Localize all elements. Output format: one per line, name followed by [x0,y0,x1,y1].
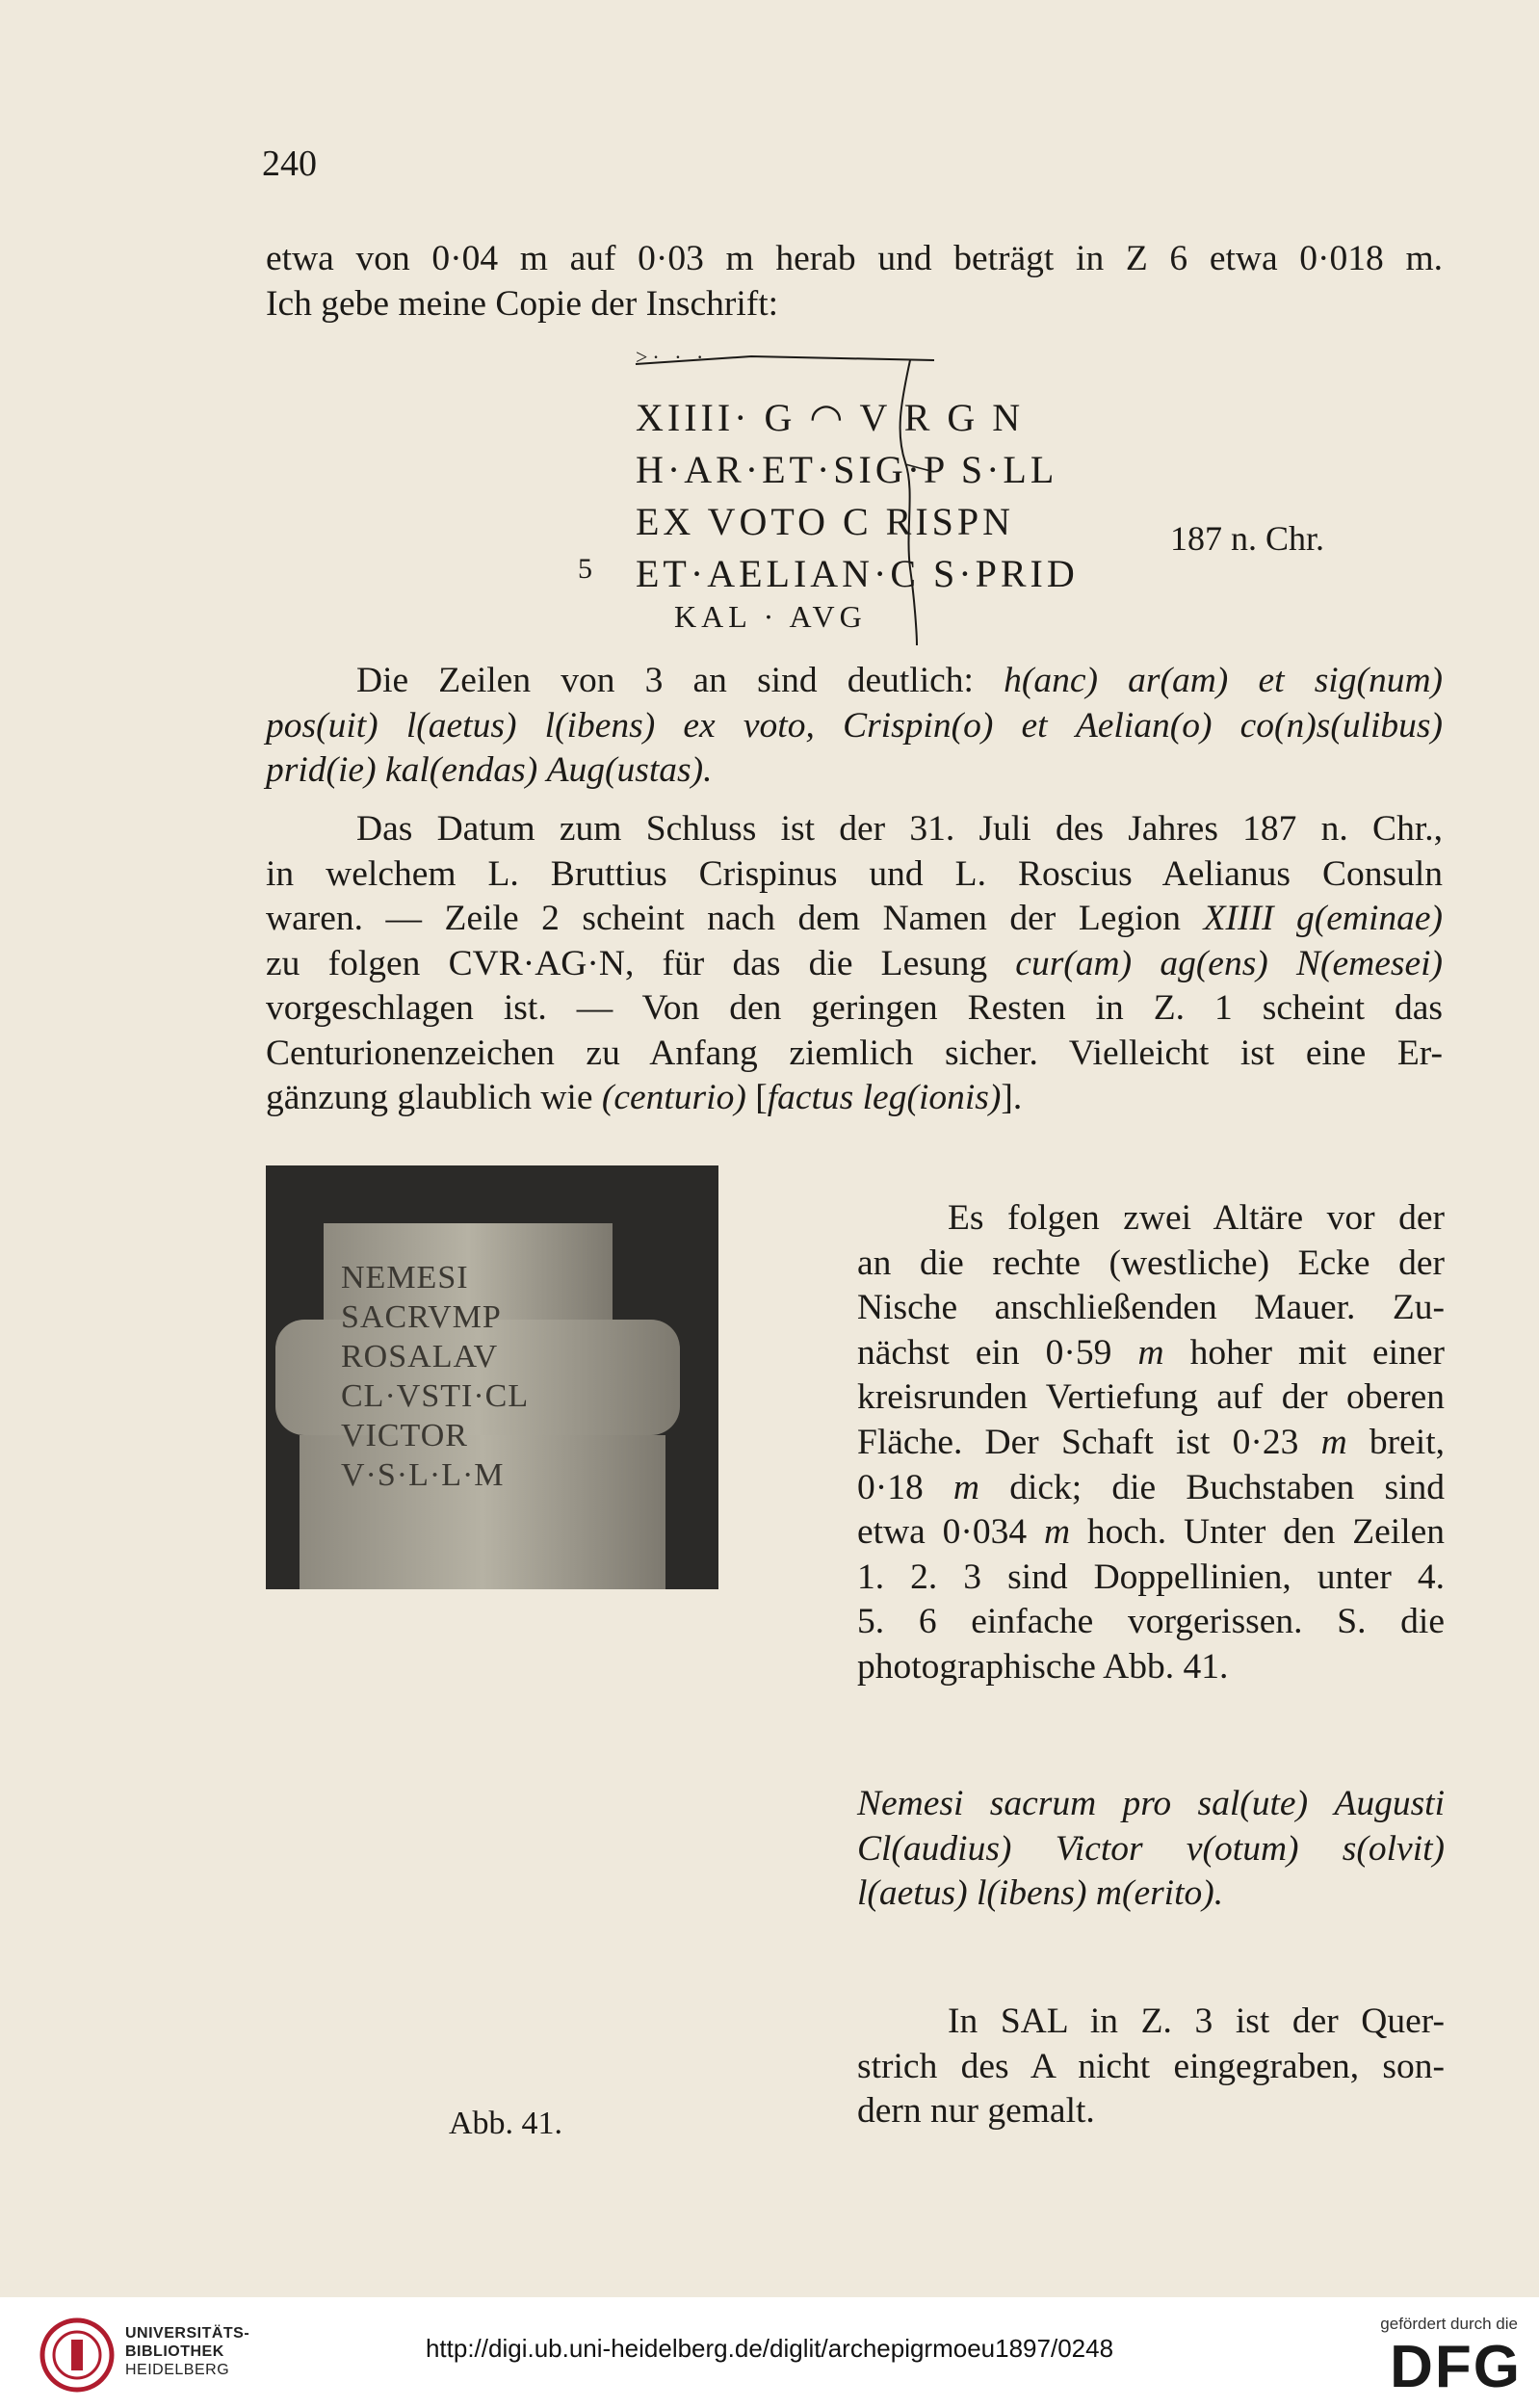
text-line: nächst ein 0·59 m hoher mit einer [857,1332,1445,1373]
text-line: 1. 2. 3 sind Doppellinien, unter 4. [857,1557,1445,1597]
date-note: 187 n. Chr. [1170,519,1325,558]
text-line: waren. — Zeile 2 scheint nach dem Namen der Legion XIIII g(eminae) [266,899,1444,938]
text-line: photographische Abb. 41. [857,1646,1229,1687]
text-line: 0·18 m dick; die Buchstaben sind [857,1467,1445,1507]
text-line: an die rechte (westliche) Ecke der [857,1243,1445,1283]
text-line: Das Datum zum Schluss ist der 31. Juli des Jahres 187 n. Chr., [356,809,1443,849]
altar-inscription-carving [341,1258,529,1495]
text-line: in welchem L. Bruttius Crispinus und L. Roscius Aelianus Consuln [266,853,1443,894]
inscription-line-0: >· · · [636,345,709,369]
altar-line: ROSALAV [341,1339,499,1374]
uni-line: BIBLIOTHEK [125,2343,224,2360]
text-line: vorgeschlagen ist. — Von den geringen Resten in Z. 1 scheint das [266,988,1443,1028]
uni-line: UNIVERSITÄTS- [125,2325,250,2342]
page-number: 240 [262,144,317,184]
text-line: Nische anschließenden Mauer. Zu- [857,1288,1445,1328]
text-line: dern nur gemalt. [857,2091,1095,2132]
inscription-line-number: 5 [578,553,592,585]
permalink-url[interactable]: http://digi.ub.uni-heidelberg.de/diglit/archepigrmoeu1897/0248 [425,2334,1114,2363]
text-line: In SAL in Z. 3 ist der Quer- [948,2002,1445,2041]
altar-photograph [266,1165,718,1589]
text-line: 5. 6 einfache vorgerissen. S. die [857,1602,1445,1642]
text-line: Ich gebe meine Copie der Inschrift: [266,283,779,324]
text-line: Die Zeilen von 3 an sind deutlich: h(anc) ar(am) et sig(num) [356,661,1444,700]
dfg-logo: DFG [1390,2334,1522,2400]
altar-line: NEMESI [341,1260,469,1296]
intro-paragraph [266,237,1443,327]
inscription-line: KAL · AVG [674,599,867,634]
text-line: etwa von 0·04 m auf 0·03 m herab und beträgt in Z 6 etwa 0·018 m. [266,239,1443,278]
text-line: zu folgen CVR·AG·N, für das die Lesung cur(am) ag(ens) N(emesei) [266,943,1444,983]
text-line: Nemesi sacrum pro sal(ute) Augusti [857,1784,1445,1823]
text-line: prid(ie) kal(endas) Aug(ustas). [266,750,713,790]
column-reading [857,1782,1445,1917]
altar-line: V·S·L·L·M [341,1457,505,1493]
text-line: Cl(audius) Victor v(otum) s(olvit) [857,1828,1446,1869]
inscription-line: XIIII· G ◠ V R G N [636,396,1025,439]
footer-bar [0,2297,1539,2408]
altar-line: CL·VSTI·CL [341,1378,530,1414]
inscription-line: EX VOTO C RISPN [636,500,1015,543]
altar-line: SACRVMP [341,1299,502,1335]
figure-caption: Abb. 41. [449,2106,563,2141]
text-line: pos(uit) l(aetus) l(ibens) ex voto, Crispin(o) et Aelian(o) co(n)s(ulibus) [266,705,1444,746]
text-line: Centurionenzeichen zu Anfang ziemlich sicher. Vielleicht ist eine Er- [266,1033,1443,1073]
text-line: strich des A nicht eingegraben, son- [857,2046,1445,2086]
column-note [857,2000,1445,2134]
altar-line: VICTOR [341,1418,468,1453]
paragraph-date [266,807,1443,1121]
paragraph-readings [266,659,1443,794]
text-line: gänzung glaublich wie (centurio) [factus leg(ionis)]. [266,1078,1023,1117]
funded-by-label: gefördert durch die [1380,2315,1518,2333]
uni-line: HEIDELBERG [125,2362,230,2378]
text-line: etwa 0·034 m hoch. Unter den Zeilen [857,1512,1446,1553]
inscription-line: H·AR·ET·SIG·P S·LL [636,448,1058,491]
text-line: Es folgen zwei Altäre vor der [948,1198,1445,1238]
column-description [857,1196,1445,1690]
inscription-copy [578,345,1136,655]
text-line: Fläche. Der Schaft ist 0·23 m breit, [857,1422,1445,1462]
inscription-line: ET·AELIAN·C S·PRID [636,552,1079,595]
text-line: kreisrunden Vertiefung auf der oberen [857,1377,1445,1418]
text-line: l(aetus) l(ibens) m(erito). [857,1873,1224,1914]
